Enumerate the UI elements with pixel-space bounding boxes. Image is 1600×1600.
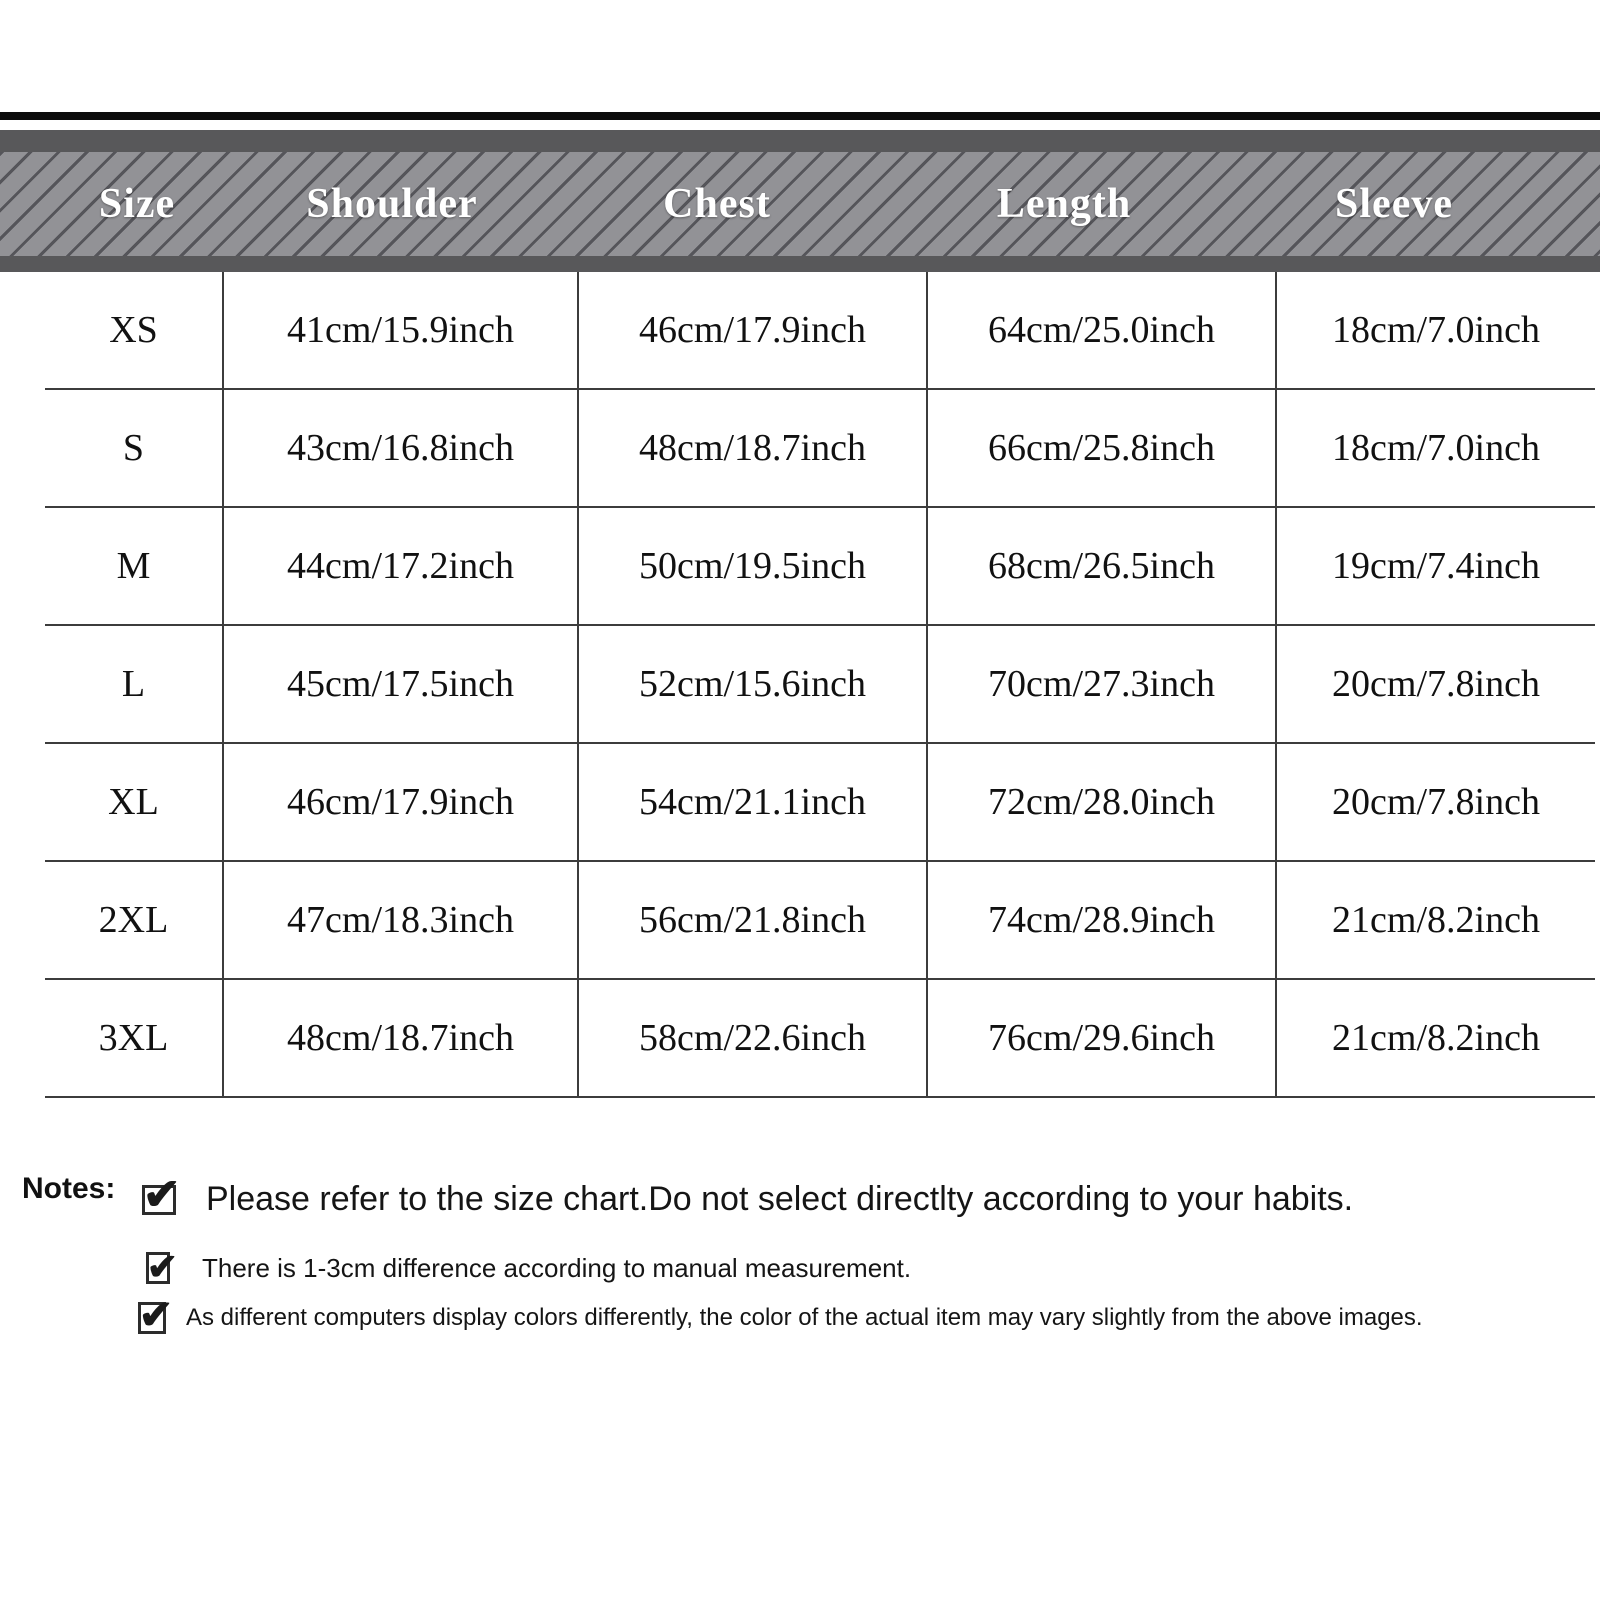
chest-cell: 50cm/19.5inch	[579, 508, 928, 624]
shoulder-cell: 41cm/15.9inch	[224, 272, 579, 388]
sleeve-cell: 21cm/8.2inch	[1332, 899, 1540, 941]
sleeve-cell: 18cm/7.0inch	[1332, 309, 1540, 351]
sleeve-cell: 19cm/7.4inch	[1332, 545, 1540, 587]
table-row	[45, 862, 1595, 980]
table-header-band	[0, 130, 1600, 272]
length-cell: 64cm/25.0inch	[928, 272, 1277, 388]
chest-cell: 46cm/17.9inch	[579, 272, 928, 388]
length-cell: 74cm/28.9inch	[928, 862, 1277, 978]
note-text: As different computers display colors differently, the color of the actual item may vary slightly from the above images.	[186, 1304, 1423, 1331]
checkmark-icon: ✔	[146, 1245, 178, 1289]
table-row	[45, 272, 1595, 390]
chest-cell: 56cm/21.8inch	[579, 862, 928, 978]
table-row	[45, 508, 1595, 626]
column-header-chest: Chest	[663, 181, 771, 227]
size-chart-table	[45, 272, 1595, 1098]
size-cell: L	[45, 626, 224, 742]
length-cell: 66cm/25.8inch	[928, 390, 1277, 506]
checkmark-icon: ✔	[142, 1166, 181, 1221]
shoulder-cell: 46cm/17.9inch	[224, 744, 579, 860]
chest-cell: 58cm/22.6inch	[579, 980, 928, 1096]
size-cell: 2XL	[45, 862, 224, 978]
table-row	[45, 744, 1595, 862]
shoulder-cell: 43cm/16.8inch	[224, 390, 579, 506]
note-item	[138, 1290, 1423, 1339]
length-cell: 76cm/29.6inch	[928, 980, 1277, 1096]
size-cell: S	[45, 390, 224, 506]
chest-cell: 52cm/15.6inch	[579, 626, 928, 742]
size-cell: XS	[45, 272, 224, 388]
table-row	[45, 980, 1595, 1098]
note-text: There is 1-3cm difference according to manual measurement.	[202, 1252, 912, 1283]
sleeve-cell: 20cm/7.8inch	[1332, 663, 1540, 705]
size-cell: XL	[45, 744, 224, 860]
shoulder-cell: 47cm/18.3inch	[224, 862, 579, 978]
size-cell: 3XL	[45, 980, 224, 1096]
checkmark-icon: ✔	[138, 1290, 174, 1339]
shoulder-cell: 44cm/17.2inch	[224, 508, 579, 624]
chest-cell: 54cm/21.1inch	[579, 744, 928, 860]
shoulder-cell: 45cm/17.5inch	[224, 626, 579, 742]
table-row	[45, 390, 1595, 508]
checkbox-icon	[146, 1245, 178, 1289]
length-cell: 68cm/26.5inch	[928, 508, 1277, 624]
column-header-sleeve: Sleeve	[1335, 181, 1453, 227]
notes-label: Notes:	[22, 1172, 116, 1205]
length-cell: 70cm/27.3inch	[928, 626, 1277, 742]
note-item	[146, 1245, 912, 1289]
top-divider-bar	[0, 112, 1600, 120]
checkbox-icon	[138, 1290, 174, 1339]
note-item	[142, 1166, 1354, 1221]
table-row	[45, 626, 1595, 744]
sleeve-cell: 21cm/8.2inch	[1332, 1017, 1540, 1059]
column-header-size: Size	[98, 181, 176, 227]
column-header-shoulder: Shoulder	[306, 181, 478, 227]
checkbox-icon	[142, 1166, 181, 1221]
sleeve-cell: 18cm/7.0inch	[1332, 427, 1540, 469]
chest-cell: 48cm/18.7inch	[579, 390, 928, 506]
note-text: Please refer to the size chart.Do not select directlty according to your habits.	[206, 1180, 1354, 1218]
shoulder-cell: 48cm/18.7inch	[224, 980, 579, 1096]
column-header-length: Length	[996, 181, 1132, 227]
size-cell: M	[45, 508, 224, 624]
length-cell: 72cm/28.0inch	[928, 744, 1277, 860]
sleeve-cell: 20cm/7.8inch	[1332, 781, 1540, 823]
